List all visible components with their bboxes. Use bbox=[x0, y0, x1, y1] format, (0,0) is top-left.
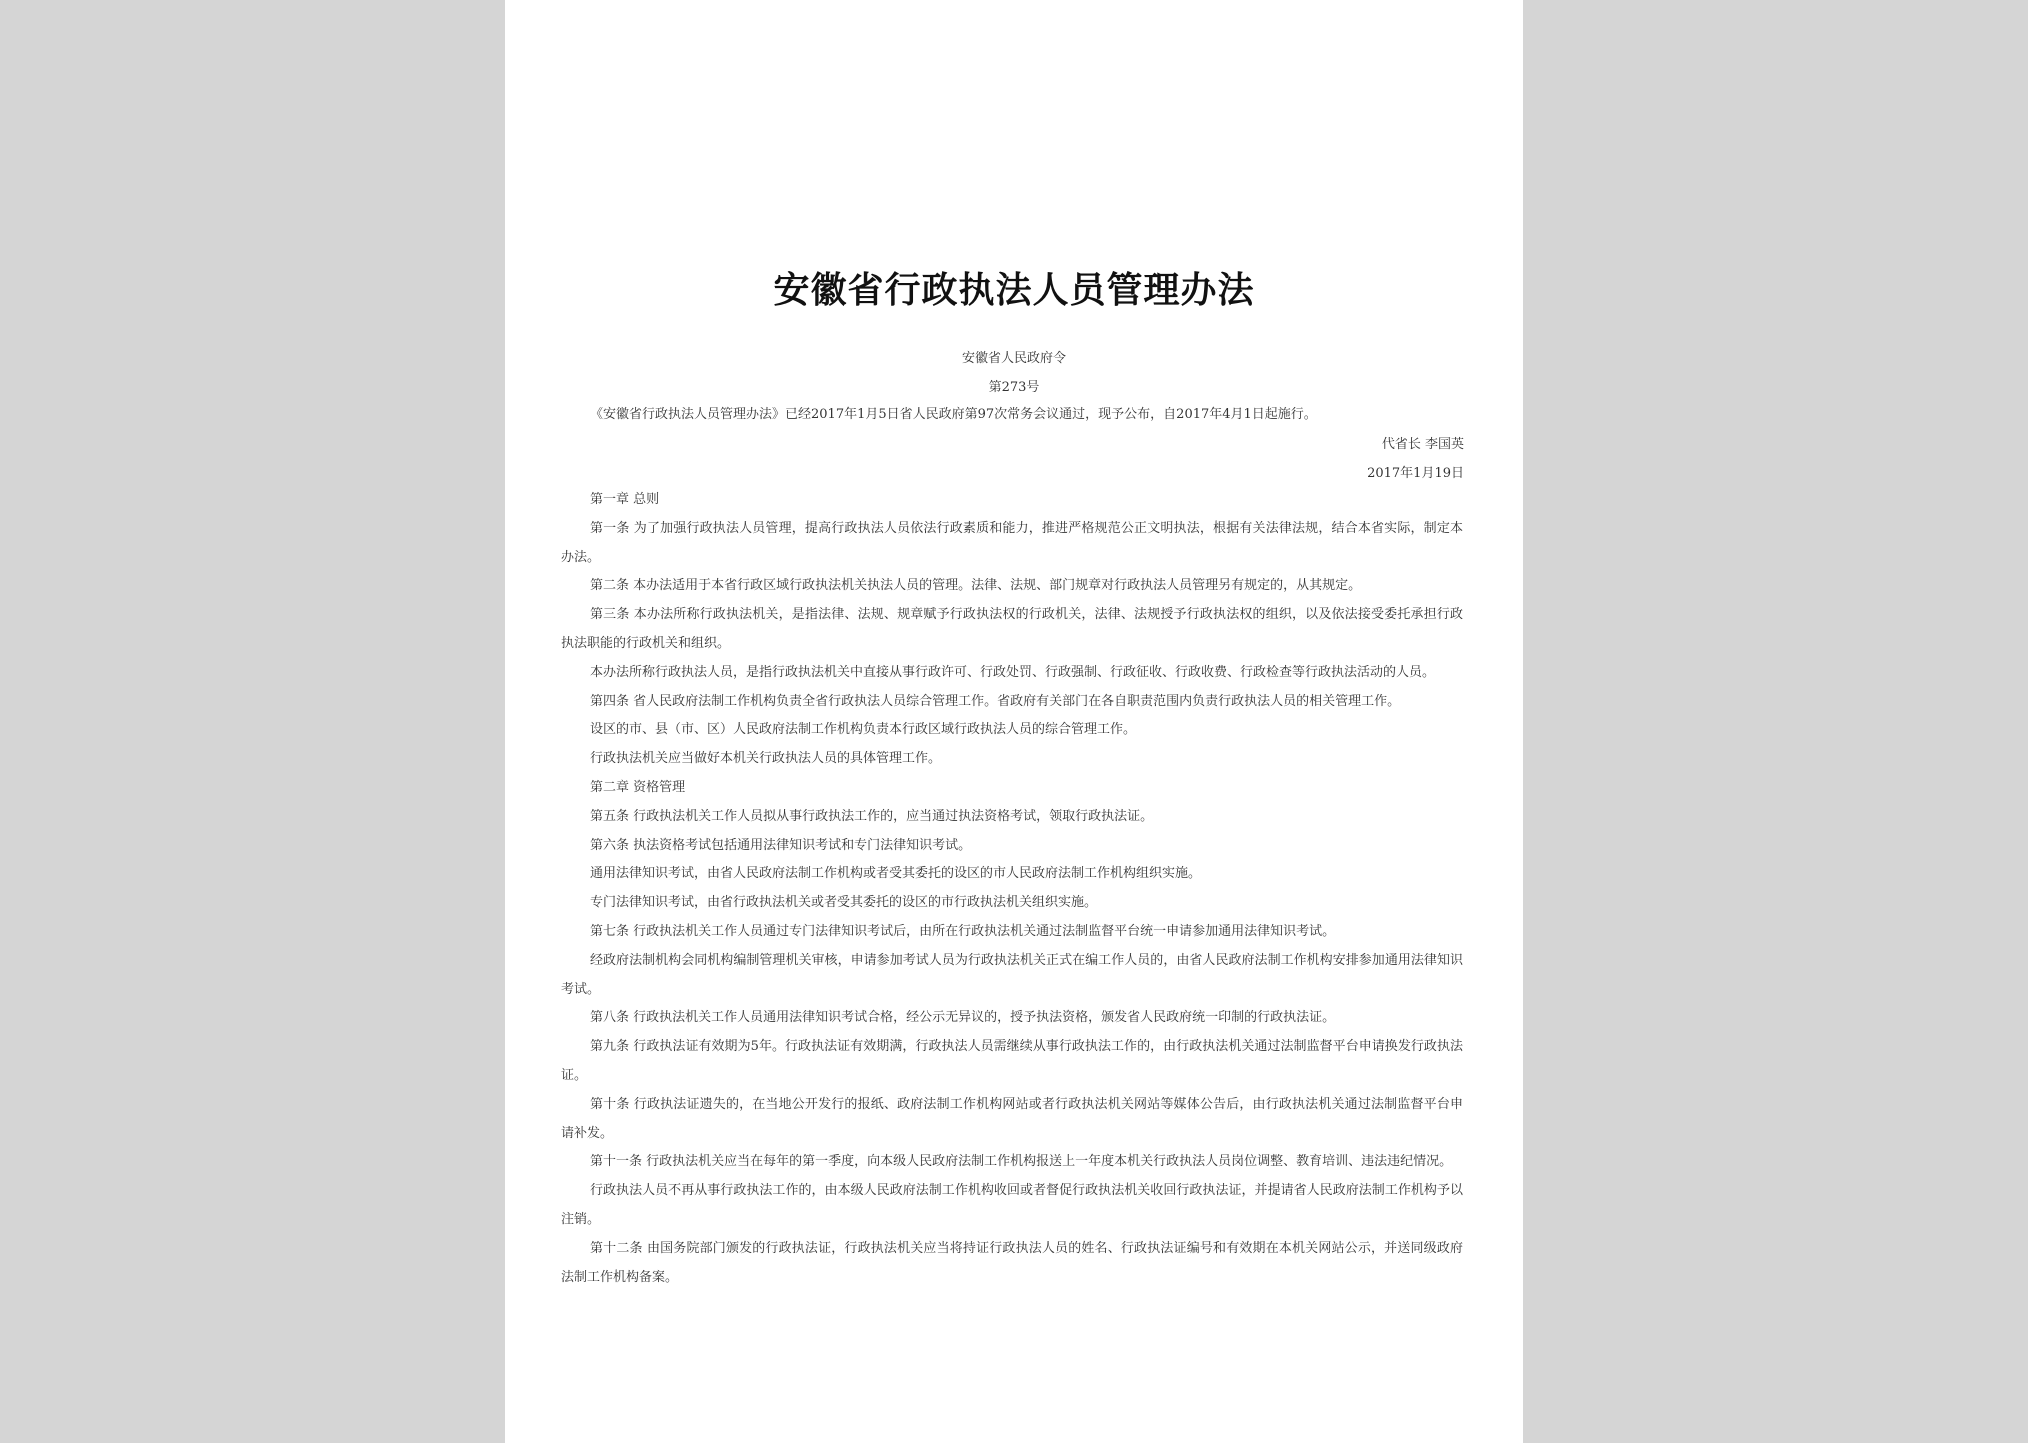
order-number: 第273号 bbox=[988, 380, 1040, 395]
body-paragraph: 第二条 本办法适用于本省行政区域行政执法机关执法人员的管理。法律、法规、部门规章对行政执法人员管理另有规定的，从其规定。 bbox=[590, 578, 1362, 594]
body-paragraph: 第十二条 由国务院部门颁发的行政执法证，行政执法机关应当将持证行政执法人员的姓名、行政执法证编号和有效期在本机关网站公示，并送同级政府法制工作机构备案。 bbox=[561, 1240, 1463, 1285]
body-paragraph: 第一章 总则 bbox=[590, 492, 660, 507]
body-paragraph: 第六条 执法资格考试包括通用法律知识考试和专门法律知识考试。 bbox=[590, 837, 972, 853]
signer: 代省长 李国英 bbox=[1381, 437, 1464, 452]
body-paragraph: 第十条 行政执法证遗失的，在当地公开发行的报纸、政府法制工作机构网站或者行政执法机关网站等媒体公告后，由行政执法机关通过法制监督平台申请补发。 bbox=[561, 1096, 1463, 1141]
body-paragraph: 专门法律知识考试，由省行政执法机关或者受其委托的设区的市行政执法机关组织实施。 bbox=[590, 895, 1098, 911]
body-paragraph: 第二章 资格管理 bbox=[590, 779, 686, 795]
document-title: 安徽省行政执法人员管理办法 bbox=[773, 269, 1255, 311]
body-paragraph: 第四条 省人民政府法制工作机构负责全省行政执法人员综合管理工作。省政府有关部门在各自职责范围内负责行政执法人员的相关管理工作。 bbox=[590, 693, 1401, 709]
intro-paragraph: 《安徽省行政执法人员管理办法》已经2017年1月5日省人民政府第97次常务会议通过，现予公布，自2017年4月1日起施行。 bbox=[590, 407, 1317, 422]
body-paragraph: 第十一条 行政执法机关应当在每年的第一季度，向本级人民政府法制工作机构报送上一年度本机关行政执法人员岗位调整、教育培训、违法违纪情况。 bbox=[590, 1154, 1453, 1170]
body-paragraph: 设区的市、县（市、区）人民政府法制工作机构负责本行政区域行政执法人员的综合管理工作。 bbox=[590, 722, 1137, 738]
body-paragraph: 第七条 行政执法机关工作人员通过专门法律知识考试后，由所在行政执法机关通过法制监督平台统一申请参加通用法律知识考试。 bbox=[590, 923, 1336, 939]
body-paragraph: 行政执法人员不再从事行政执法工作的，由本级人民政府法制工作机构收回或者督促行政执法机关收回行政执法证，并提请省人民政府法制工作机构予以注销。 bbox=[561, 1183, 1463, 1227]
body-paragraph: 第一条 为了加强行政执法人员管理，提高行政执法人员依法行政素质和能力，推进严格规范公正文明执法，根据有关法律法规，结合本省实际，制定本办法。 bbox=[561, 520, 1463, 565]
body-paragraph: 通用法律知识考试，由省人民政府法制工作机构或者受其委托的设区的市人民政府法制工作机构组织实施。 bbox=[590, 866, 1202, 882]
body-paragraph: 第三条 本办法所称行政执法机关，是指法律、法规、规章赋予行政执法权的行政机关，法律、法规授予行政执法权的组织，以及依法接受委托承担行政执法职能的行政机关和组织。 bbox=[561, 607, 1463, 651]
body-paragraph: 第五条 行政执法机关工作人员拟从事行政执法工作的，应当通过执法资格考试，领取行政执法证。 bbox=[590, 808, 1154, 824]
body-paragraph: 经政府法制机构会同机构编制管理机关审核，申请参加考试人员为行政执法机关正式在编工作人员的，由省人民政府法制工作机构安排参加通用法律知识考试。 bbox=[561, 952, 1463, 997]
issue-date: 2017年1月19日 bbox=[1367, 466, 1464, 481]
document-page bbox=[505, 0, 1523, 1443]
body-paragraph: 本办法所称行政执法人员，是指行政执法机关中直接从事行政许可、行政处罚、行政强制、行政征收、行政收费、行政检查等行政执法活动的人员。 bbox=[590, 664, 1436, 680]
body-paragraph: 第八条 行政执法机关工作人员通用法律知识考试合格，经公示无异议的，授予执法资格，颁发省人民政府统一印制的行政执法证。 bbox=[590, 1010, 1336, 1026]
issuer-line: 安徽省人民政府令 bbox=[961, 351, 1066, 366]
body-paragraph: 第九条 行政执法证有效期为5年。行政执法证有效期满，行政执法人员需继续从事行政执法工作的，由行政执法机关通过法制监督平台申请换发行政执法证。 bbox=[561, 1039, 1463, 1083]
document-body bbox=[561, 486, 1463, 1292]
body-paragraph: 行政执法机关应当做好本机关行政执法人员的具体管理工作。 bbox=[590, 751, 942, 767]
